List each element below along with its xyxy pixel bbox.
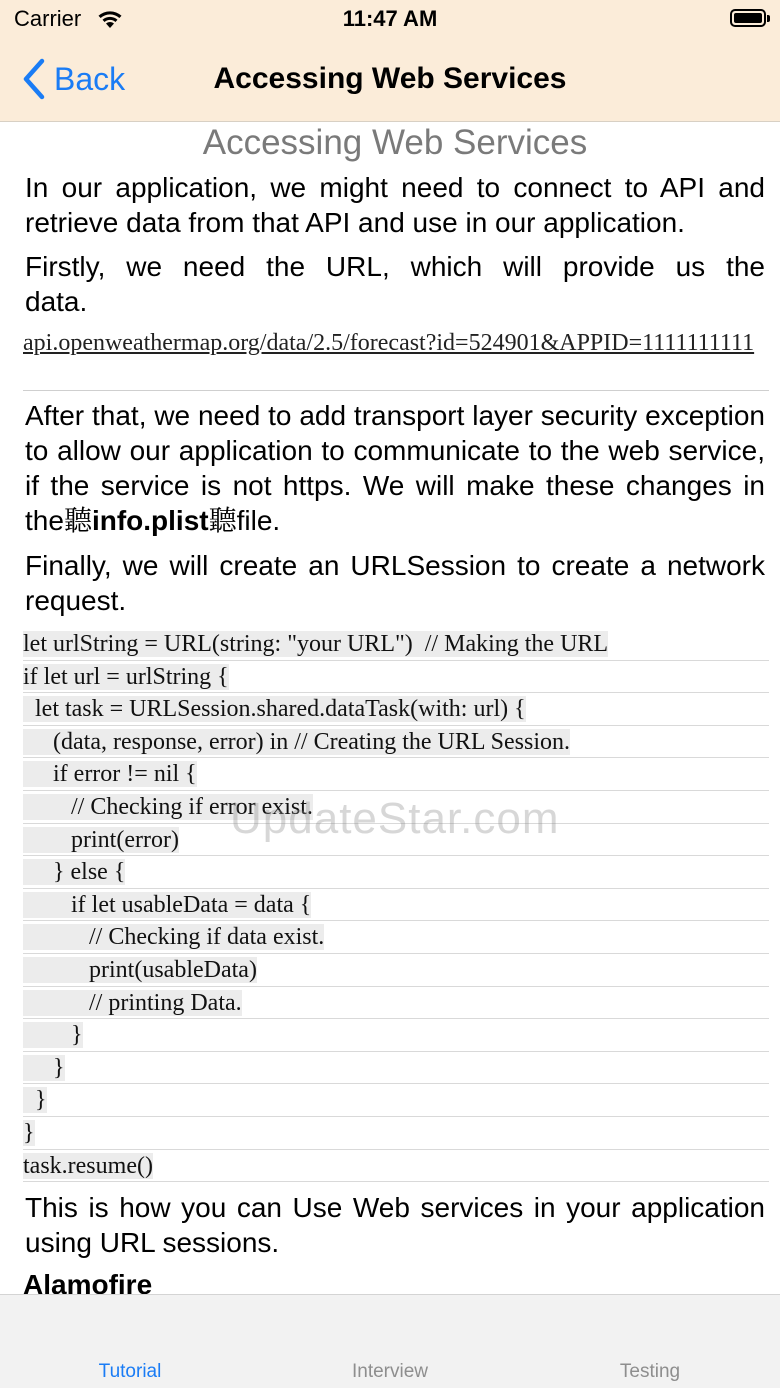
code-line [23,661,769,694]
code-line-text: if error != nil { [23,761,197,788]
summary-paragraph: This is how you can Use Web services in your application using URL sessions. [25,1192,765,1258]
url-paragraph [25,249,765,319]
code-line-text: task.resume() [23,1152,153,1179]
separator-glyph: 聽 [208,505,237,536]
intro-paragraph: In our application, we might need to connect to API and retrieve data from that API and use in our application. [25,172,765,238]
page-heading: Accessing Web Services [202,123,588,162]
code-line [23,856,769,889]
tutorial-content[interactable] [0,122,780,1294]
code-line [23,889,769,922]
code-line-text: // Checking if data exist. [23,924,325,951]
battery-icon [730,9,766,27]
back-label: Back [54,60,126,97]
tab-interview[interactable]: Interview [351,1361,429,1382]
code-line-text: if let usableData = data { [23,891,312,918]
tab-tutorial[interactable]: Tutorial [98,1361,162,1382]
code-line [23,824,769,857]
api-url-link[interactable]: api.openweathermap.org/data/2.5/forecast?id=524901&APPID=1111111111 [23,328,769,391]
code-line [23,628,769,661]
nav-title: Accessing Web Services [213,62,567,95]
code-line-text: } [23,1119,35,1146]
code-line-text: } else { [23,859,126,886]
code-block [23,628,769,1182]
code-line-text: (data, response, error) in // Creating the URL Session. [23,728,570,755]
code-line-text: } [23,1054,65,1081]
code-line [23,758,769,791]
urlsession-paragraph: Finally, we will create an URLSession to create a network request. [25,550,765,616]
code-line [23,921,769,954]
info-plist-text: info.plist [91,505,209,536]
code-line [23,954,769,987]
clock: 11:47 AM [342,6,438,31]
code-line [23,726,769,759]
code-line [23,791,769,824]
code-line [23,1052,769,1085]
code-line-text: if let url = urlString { [23,663,229,690]
transport-security-paragraph [25,398,765,538]
code-line-text: print(usableData) [23,956,257,983]
code-line-text: // Checking if error exist. [23,793,313,820]
code-line-text: let task = URLSession.shared.dataTask(with: url) { [23,696,526,723]
code-line-text: } [23,1087,47,1114]
file-text: file. [236,505,281,536]
section-heading-alamofire: Alamofire [23,1269,153,1294]
code-line [23,1084,769,1117]
code-line [23,1117,769,1150]
code-line-text: let urlString = URL(string: "your URL") // Making the URL [23,631,609,657]
code-line [23,1019,769,1052]
code-line [23,987,769,1020]
tab-testing[interactable]: Testing [619,1361,681,1382]
code-line [23,693,769,726]
tab-bar [0,1294,780,1388]
watermark: UpdateStar.com [230,794,560,843]
code-line [23,1150,769,1183]
url-paragraph-line-1: Firstly, we need the URL, which will provide us the [25,251,765,282]
code-line-text: } [23,1022,83,1049]
separator-glyph: 聽 [63,505,92,536]
code-line-text: print(error) [23,826,179,853]
transport-security-text: After that, we need to add transport layer security exception to allow our application to communicate to the web service, if the service is not https. We will make these changes in the [25,400,765,536]
navigation-bar [0,40,780,122]
code-line-text: // printing Data. [23,989,242,1016]
url-paragraph-line-2: data. [25,286,88,317]
carrier-label: Carrier [14,6,82,31]
status-bar [0,0,780,40]
